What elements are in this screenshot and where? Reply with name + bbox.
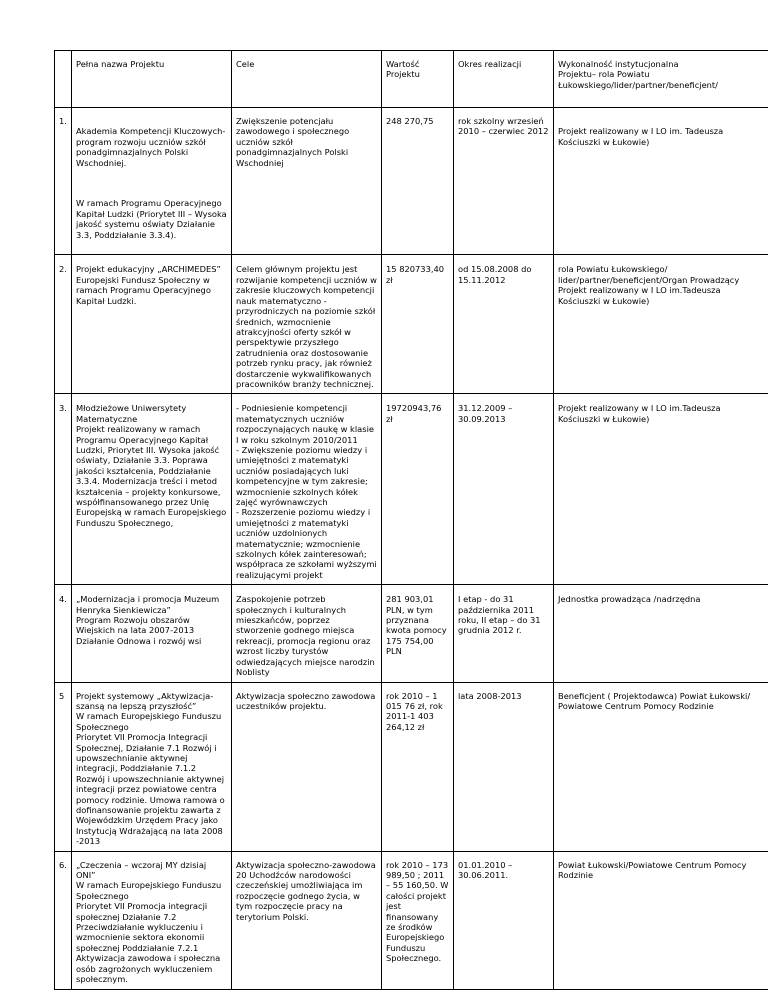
project-role: Powiat Łukowski/Powiatowe Centrum Pomocy Rodzinie [554,851,768,989]
project-name: Akademia Kompetencji Kluczowych- program rozwoju uczniów szkół ponadgimnazjalnych Polski Wschodniej. [76,126,226,168]
project-period: rok szkolny wrzesień 2010 – czerwiec 2012 [454,108,554,255]
project-name-cell [72,108,232,255]
project-name: „Czeczenia – wczoraj MY dzisiaj ONI” W ramach Europejskiego Funduszu Społecznego Priorytet VII Promocja integracji społecznej Działanie 7.2 Przeciwdziałanie wykluczeniu i wzmocnienie sektora ekonomii społecznej Poddziałanie 7.2.1 Aktywizacja zawodowa i społeczna osób zagrożonych wykluczeniem społecznym. [72,851,232,989]
project-goal: Aktywizacja społeczno-zawodowa 20 Uchodźców narodowości czeczeńskiej umożliwiająca im rozpoczęcie godnego życia, w tym rozpoczęcie pracy na terytorium Polski. [232,851,382,989]
project-goal: Zaspokojenie potrzeb społecznych i kulturalnych mieszkańców, poprzez stworzenie godnego miejsca rekreacji, promocja regionu oraz wzrost liczby turystów odwiedzających miejsce narodzin Noblisty [232,585,382,682]
project-period: od 15.08.2008 do 15.11.2012 [454,255,554,394]
table-header-row [55,51,768,108]
projects-table [54,50,768,990]
project-value: 19720943,76 zł [382,394,454,585]
header-cell-period: Okres realizacji [454,51,554,108]
project-role: rola Powiatu Łukowskiego/ lider/partner/beneficjent/Organ Prowadzący Projekt realizowany w I LO im.Tadeusza Kościuszki w Łukowie) [554,255,768,394]
table-row [55,255,768,394]
header-cell-value: Wartość Projektu [382,51,454,108]
project-value: rok 2010 – 173 989,50 ; 2011 – 55 160,50. W całości projekt jest finansowany ze środków Europejskiego Funduszu Społecznego. [382,851,454,989]
header-cell-goals: Cele [232,51,382,108]
project-goal: - Podniesienie kompetencji matematycznych uczniów rozpoczynających naukę w klasie I w roku szkolnym 2010/2011 - Zwiększenie poziomu wiedzy i umiejętności z matematyki uczniów posiadających luki kompetencyjne w tym zakresie; wzmocnienie szkolnych kółek zajęć wyrównawczych - Rozszerzenie poziomu wiedzy i umiejętności z matematyki uczniów uzdolnionych matematycznie; wzmocnienie szkolnych kółek zainteresowań; współpraca ze szkołami wyższymi realizującymi projekt [232,394,382,585]
project-period: 01.01.2010 – 30.06.2011. [454,851,554,989]
row-number: 4. [55,585,72,682]
header-cell-name: Pełna nazwa Projektu [72,51,232,108]
row-number: 1. [55,108,72,255]
project-value: 248 270,75 [382,108,454,255]
project-value: 281 903,01 PLN, w tym przyznana kwota pomocy 175 754,00 PLN [382,585,454,682]
project-name: Młodzieżowe Uniwersytety Matematyczne Projekt realizowany w ramach Programu Operacyjnego Kapitał Ludzki, Priorytet III. Wysoka jakość oświaty, Działanie 3.3. Poprawa jakości kształcenia, Poddziałanie 3.3.4. Modernizacja treści i metod kształcenia – projekty konkursowe, współfinansowanego przez Unię Europejską w ramach Europejskiego Funduszu Społecznego, [72,394,232,585]
project-name: „Modernizacja i promocja Muzeum Henryka Sienkiewicza” Program Rozwoju obszarów Wiejskich na lata 2007-2013 Działanie Odnowa i rozwój wsi [72,585,232,682]
table-row [55,682,768,851]
project-period: lata 2008-2013 [454,682,554,851]
table-row [55,394,768,585]
project-role: Jednostka prowadząca /nadrzędna [554,585,768,682]
project-name: Projekt systemowy „Aktywizacja- szansą na lepszą przyszłość” W ramach Europejskiego Funduszu Społecznego Priorytet VII Promocja Integracji Społecznej, Działanie 7.1 Rozwój i upowszechnianie aktywnej integracji, Poddziałanie 7.1.2 Rozwój i upowszechnianie aktywnej integracji przez powiatowe centra pomocy rodzinie. Umowa ramowa o dofinansowanie projektu zawarta z Wojewódzkim Urzędem Pracy jako Instytucją Wdrażającą na lata 2008 -2013 [72,682,232,851]
row-number: 3. [55,394,72,585]
project-goal: Zwiększenie potencjału zawodowego i społecznego uczniów szkół ponadgimnazjalnych Polski Wschodniej [232,108,382,255]
project-name: Projekt edukacyjny „ARCHIMEDES” Europejski Fundusz Społeczny w ramach Programu Operacyjnego Kapitał Ludzki. [72,255,232,394]
header-cell-number [55,51,72,108]
project-value: rok 2010 – 1 015 76 zł, rok 2011-1 403 264,12 zł [382,682,454,851]
project-period: 31.12.2009 – 30.09.2013 [454,394,554,585]
project-role: Projekt realizowany w I LO im. Tadeusza Kościuszki w Łukowie) [554,108,768,255]
table-row [55,851,768,989]
project-value: 15 820733,40 zł [382,255,454,394]
table-row [55,108,768,255]
row-number: 2. [55,255,72,394]
header-cell-role: Wykonalność instytucjonalna Projektu– rola Powiatu Łukowskiego/lider/partner/beneficjent/ [554,51,768,108]
project-role: Projekt realizowany w I LO im.Tadeusza Kościuszki w Łukowie) [554,394,768,585]
project-role: Beneficjent ( Projektodawca) Powiat Łukowski/ Powiatowe Centrum Pomocy Rodzinie [554,682,768,851]
project-goal: Aktywizacja społeczno zawodowa uczestników projektu. [232,682,382,851]
project-goal: Celem głównym projektu jest rozwijanie kompetencji uczniów w zakresie kluczowych kompetencji nauk matematyczno - przyrodniczych na poziomie szkół średnich, wzmocnienie atrakcyjności oferty szkół w perspektywie przyszłego zatrudnienia oraz dostosowanie potrzeb rynku pracy, jak również dostarczenie wykwalifikowanych pracowników branży technicznej. [232,255,382,394]
project-period: I etap - do 31 października 2011 roku, II etap – do 31 grudnia 2012 r. [454,585,554,682]
row-number: 6. [55,851,72,989]
row-number: 5 [55,682,72,851]
project-name-extra: W ramach Programu Operacyjnego Kapitał Ludzki (Priorytet III – Wysoka jakość systemu oświaty Działanie 3.3, Poddziałanie 3.3.4). [76,198,227,240]
table-row [55,585,768,682]
